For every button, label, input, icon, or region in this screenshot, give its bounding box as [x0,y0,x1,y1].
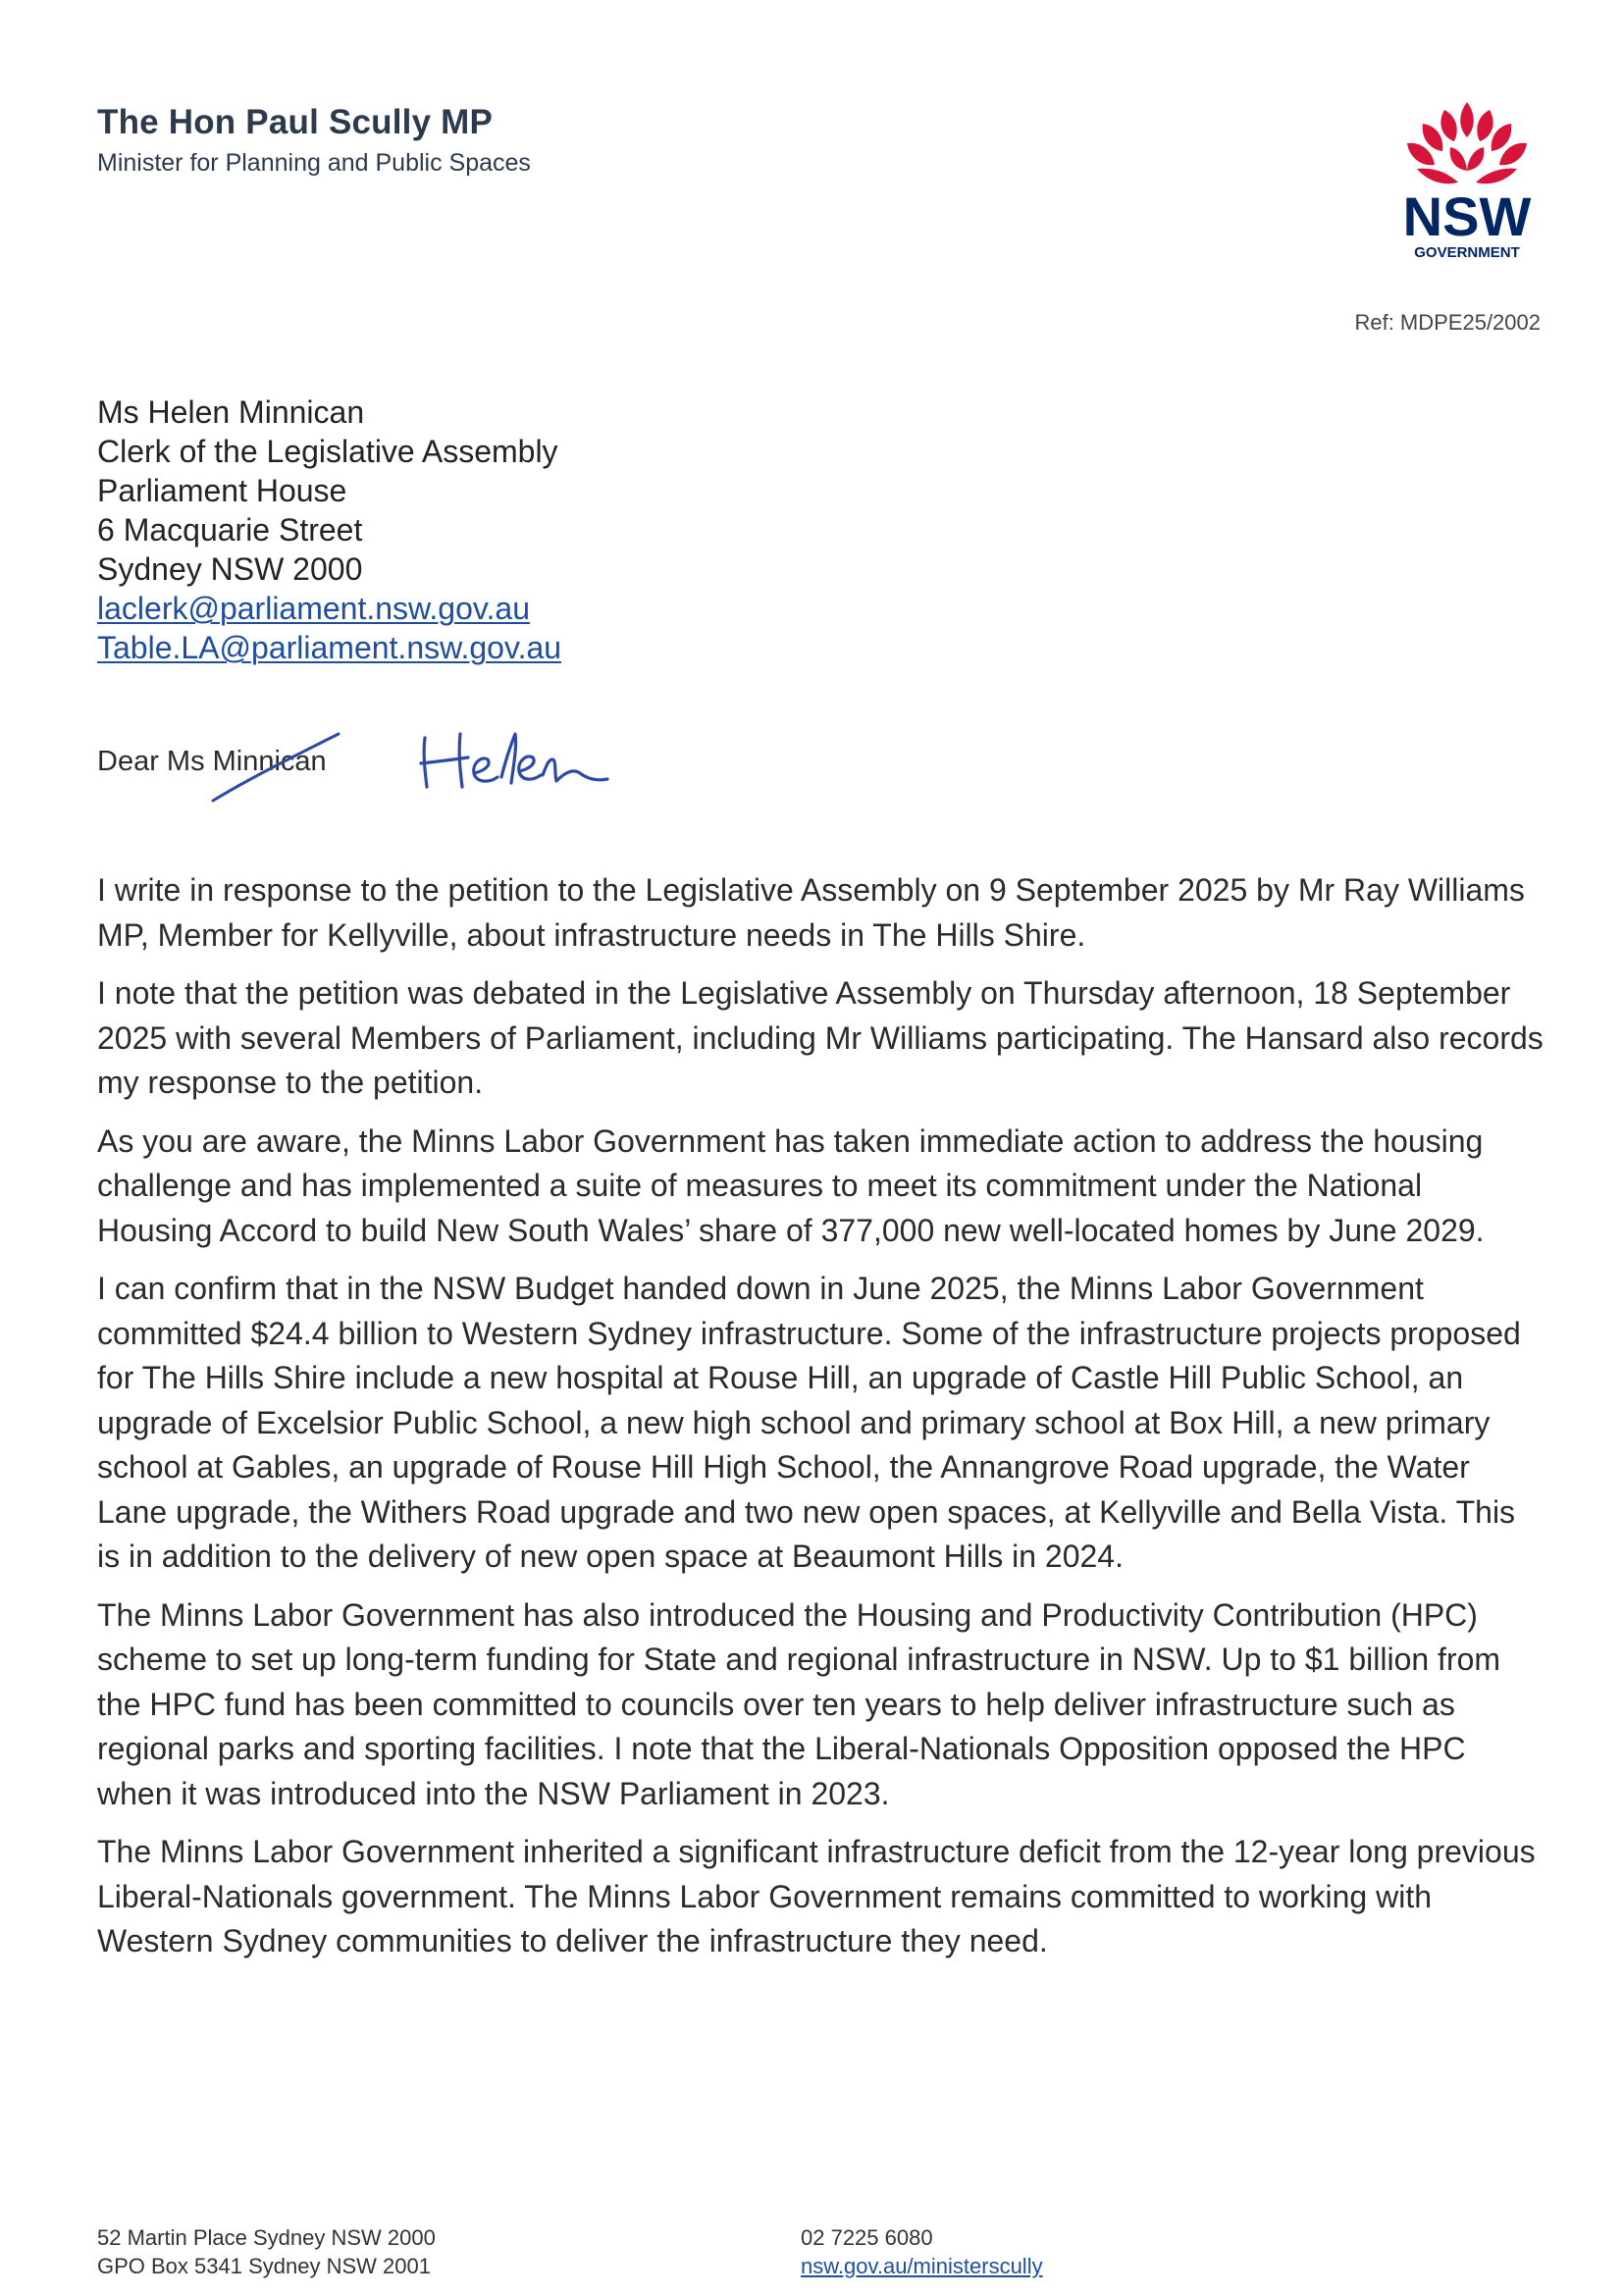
recipient-email-link-1[interactable]: laclerk@parliament.nsw.gov.au [97,591,530,626]
handwritten-helen [415,726,611,795]
recipient-title: Clerk of the Legislative Assembly [97,434,558,469]
recipient-address-block [97,392,561,667]
recipient-email-link-2[interactable]: Table.LA@parliament.nsw.gov.au [97,630,562,665]
logo-nsw-text: NSW [1402,185,1532,247]
minister-name: The Hon Paul Scully MP [97,103,494,141]
recipient-building: Parliament House [97,473,347,508]
salutation: Dear Ms Minnican [97,746,327,777]
logo-government-text: GOVERNMENT [1414,244,1520,261]
footer-street-address: 52 Martin Place Sydney NSW 2000 [97,2225,436,2250]
body-paragraph-3: As you are aware, the Minns Labor Government has taken immediate action to address the housing challenge and has implemented a suite of measures to meet its commitment under the National Housing Accord to build New South Wales’ share of 377,000 new well-located homes by June 2029. [97,1122,1485,1248]
handwritten-strikethrough [209,728,346,807]
body-paragraph-5: The Minns Labor Government has also introduced the Housing and Productivity Contribution (HPC) scheme to set up long-term funding for State and regional infrastructure in NSW. Up to $1 billion from the HPC fund has been committed to councils over ten years to help deliver infrastructure such as regional parks and sporting facilities. I note that the Liberal-Nationals Opposition opposed the HPC when it was introduced into the NSW Parliament in 2023. [97,1596,1501,1811]
recipient-city: Sydney NSW 2000 [97,551,363,587]
nsw-government-logo [1393,98,1541,261]
body-paragraph-1: I write in response to the petition to the Legislative Assembly on 9 September 2025 by Mr Ray Williams MP, Member for Kellyville, about infrastructure needs in The Hills Shire. [97,872,1525,953]
reference-number: Ref: MDPE25/2002 [1354,310,1541,335]
body-paragraph-6: The Minns Labor Government inherited a significant infrastructure deficit from the 12-year long previous Liberal-Nationals government. The Minns Labor Government remains committed to working with Western Sydney communities to deliver the infrastructure they need. [97,1834,1536,1958]
recipient-name: Ms Helen Minnican [97,394,365,430]
footer-contact [801,2223,1043,2280]
letter-body [97,868,1544,1978]
body-paragraph-2: I note that the petition was debated in the Legislative Assembly on Thursday afternoon, 18 September 2025 with several Members of Parliament, including Mr Williams participating. The Hansard also records my response to the petition. [97,975,1544,1100]
recipient-street: 6 Macquarie Street [97,512,363,548]
footer-phone: 02 7225 6080 [801,2225,933,2250]
body-paragraph-4: I can confirm that in the NSW Budget handed down in June 2025, the Minns Labor Government committed $24.4 billion to Western Sydney infrastructure. Some of the infrastructure projects proposed for The Hills Shire include a new hospital at Rouse Hill, an upgrade of Castle Hill Public School, an upgrade of Excelsior Public School, a new high school and primary school at Box Hill, a new primary school at Gables, an upgrade of Rouse Hill High School, the Annangrove Road upgrade, the Water Lane upgrade, the Withers Road upgrade and two new open spaces, at Kellyville and Bella Vista. This is in addition to the delivery of new open space at Beaumont Hills in 2024. [97,1271,1521,1574]
minister-role: Minister for Planning and Public Spaces [97,149,531,177]
footer-website-link[interactable]: nsw.gov.au/ministerscully [801,2254,1043,2278]
footer-postal-address: GPO Box 5341 Sydney NSW 2001 [97,2254,431,2278]
waratah-flower-icon [1407,102,1527,183]
footer-address [97,2223,436,2280]
